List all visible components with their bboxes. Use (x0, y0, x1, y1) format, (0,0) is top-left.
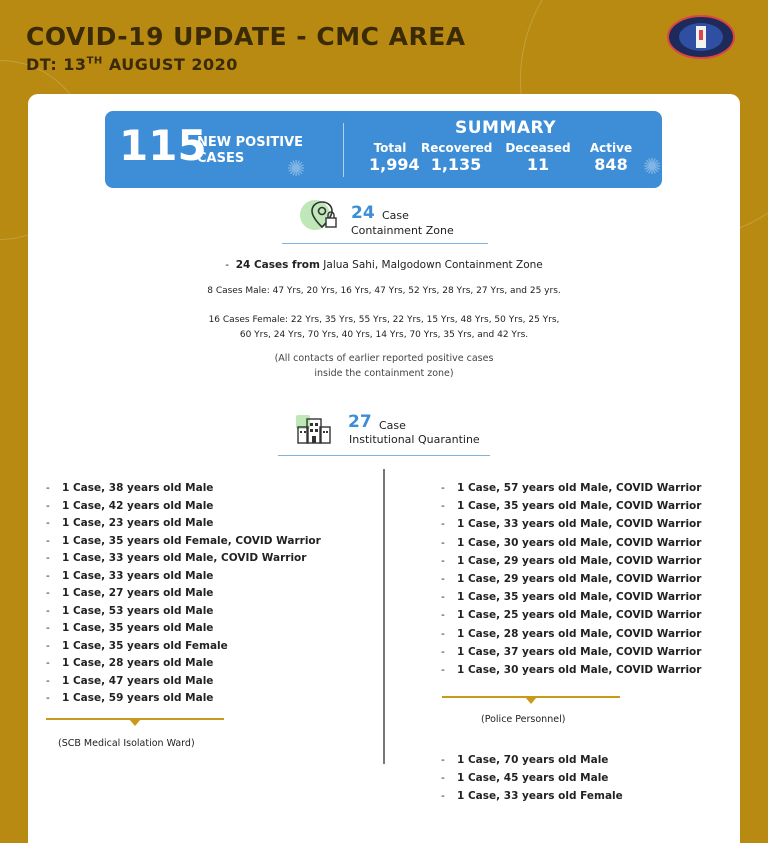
containment-female-line: 60 Yrs, 24 Yrs, 70 Yrs, 40 Yrs, 14 Yrs, 70 Yrs, 35 Yrs, and 42 Yrs. (239, 330, 529, 340)
corporation-logo-icon (666, 14, 736, 60)
quarantine-underline (278, 455, 490, 456)
list-item: - 1 Case, 35 years old Female (46, 640, 321, 658)
hospital-building-icon (294, 413, 334, 445)
list-item: - 1 Case, 38 years old Male (46, 482, 321, 500)
containment-subtitle: Containment Zone (351, 224, 454, 237)
stat-total: Total 1,994 (369, 141, 420, 174)
containment-underline (282, 243, 488, 244)
list-item: - 1 Case, 25 years old Male, COVID Warrior (441, 609, 701, 627)
quarantine-subtitle: Institutional Quarantine (349, 433, 480, 446)
containment-female-line: 16 Cases Female: 22 Yrs, 35 Yrs, 55 Yrs, 22 Yrs, 15 Yrs, 48 Yrs, 50 Yrs, 25 Yrs, (208, 315, 560, 325)
location-lock-icon (310, 200, 338, 230)
list-item: - 1 Case, 28 years old Male, COVID Warrior (441, 628, 701, 646)
virus-icon: ✺ (643, 155, 662, 180)
list-item: - 1 Case, 33 years old Male (46, 570, 321, 588)
summary-title: SUMMARY (455, 118, 557, 138)
page-date: DT: 13TH AUGUST 2020 (26, 55, 238, 74)
list-item: - 1 Case, 35 years old Male, COVID Warrior (441, 591, 701, 609)
containment-details (28, 258, 740, 381)
list-item: - 1 Case, 33 years old Male, COVID Warrior (441, 518, 701, 536)
right-case-list (441, 482, 701, 682)
list-item: - 1 Case, 23 years old Male (46, 517, 321, 535)
list-item: - 1 Case, 70 years old Male (441, 754, 623, 772)
list-item: - 1 Case, 33 years old Female (441, 790, 623, 808)
list-item: - 1 Case, 28 years old Male (46, 657, 321, 675)
virus-icon: ✺ (287, 157, 306, 182)
list-item: - 1 Case, 27 years old Male (46, 587, 321, 605)
containment-note: inside the containment zone) (314, 368, 454, 379)
list-item: - 1 Case, 29 years old Male, COVID Warrior (441, 555, 701, 573)
right-caption: (Police Personnel) (481, 714, 566, 725)
list-item: - 1 Case, 42 years old Male (46, 500, 321, 518)
list-item: - 1 Case, 37 years old Male, COVID Warrior (441, 646, 701, 664)
list-item: - 1 Case, 45 years old Male (441, 772, 623, 790)
list-item: - 1 Case, 35 years old Male, COVID Warrior (441, 500, 701, 518)
left-caption: (SCB Medical Isolation Ward) (58, 738, 195, 749)
column-divider (383, 469, 385, 764)
list-item: - 1 Case, 53 years old Male (46, 605, 321, 623)
list-item: - 1 Case, 35 years old Female, COVID Warrior (46, 535, 321, 553)
list-item: - 1 Case, 47 years old Male (46, 675, 321, 693)
new-positive-count: 115 (119, 121, 207, 170)
list-item: - 1 Case, 59 years old Male (46, 692, 321, 710)
containment-note: (All contacts of earlier reported positive cases (274, 353, 494, 364)
page-title: COVID-19 UPDATE - CMC AREA (26, 22, 466, 51)
containment-from-line: - 24 Cases from Jalua Sahi, Malgodown Containment Zone (225, 259, 543, 271)
list-item: - 1 Case, 30 years old Male, COVID Warrior (441, 537, 701, 555)
quarantine-case-word: Case (379, 419, 406, 432)
quarantine-count: 27 (348, 412, 372, 432)
stat-active: Active 848 (589, 141, 633, 174)
stat-deceased: Deceased 11 (505, 141, 571, 174)
list-item: - 1 Case, 33 years old Male, COVID Warrior (46, 552, 321, 570)
caret-down-icon (129, 719, 141, 726)
containment-male-line: 8 Cases Male: 47 Yrs, 20 Yrs, 16 Yrs, 47 Yrs, 52 Yrs, 28 Yrs, 27 Yrs, and 25 yrs. (207, 286, 561, 296)
left-case-list (46, 482, 321, 710)
list-item: - 1 Case, 57 years old Male, COVID Warrior (441, 482, 701, 500)
content-card (28, 94, 740, 843)
stat-recovered: Recovered 1,135 (421, 141, 493, 174)
list-item: - 1 Case, 35 years old Male (46, 622, 321, 640)
list-item: - 1 Case, 30 years old Male, COVID Warrior (441, 664, 701, 682)
summary-banner (105, 111, 662, 188)
caret-down-icon (525, 697, 537, 704)
containment-count: 24 (351, 203, 375, 223)
list-item: - 1 Case, 29 years old Male, COVID Warrior (441, 573, 701, 591)
right-case-list-2 (441, 754, 623, 808)
new-positive-label: NEW POSITIVE CASES (197, 135, 304, 166)
containment-case-word: Case (382, 209, 409, 222)
summary-divider (343, 123, 344, 177)
